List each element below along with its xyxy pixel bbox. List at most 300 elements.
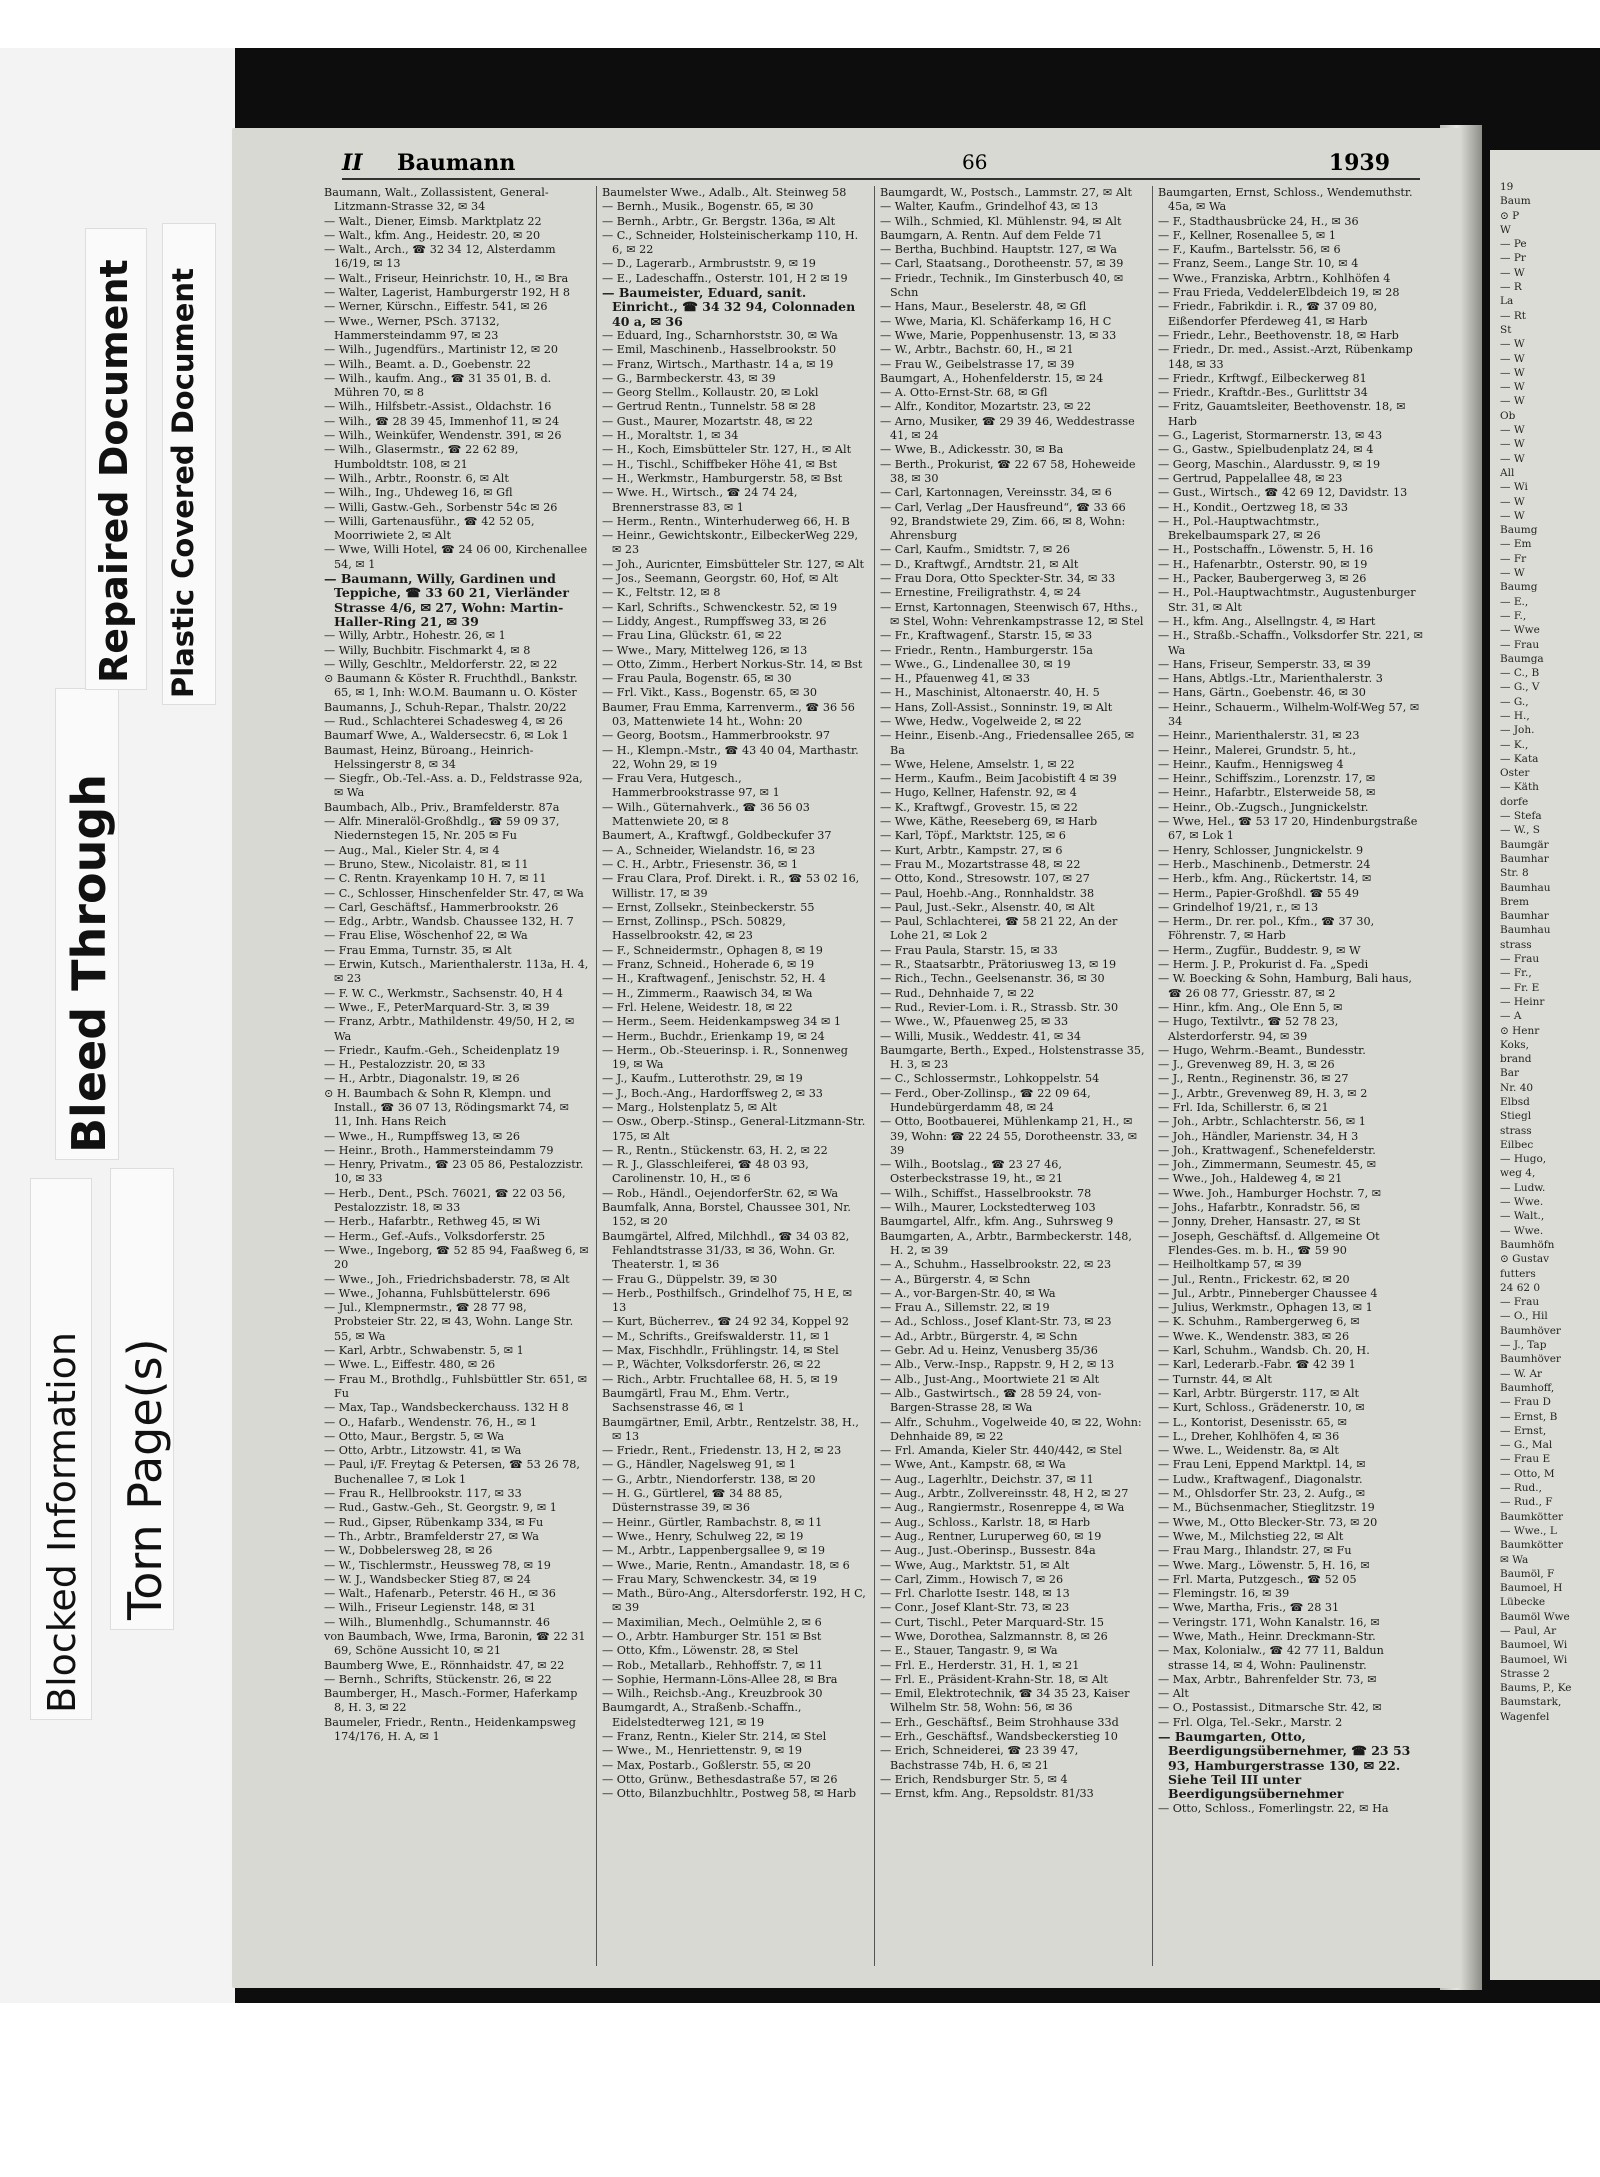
directory-entry: — Frau Leni, Eppend Marktpl. 14, ✉ — [1158, 1458, 1366, 1472]
directory-entry: — Willi, Gastw.-Geh., Sorbenstr 54c ✉ 26 — [324, 500, 558, 514]
directory-entry: — Wilh., Friseur Legienstr. 148, ✉ 31 — [324, 1601, 536, 1615]
directory-entry: — Rob., Metallarb., Rehhoffstr. 7, ✉ 11 — [602, 1658, 823, 1672]
directory-entry: — Herm., Ob.-Steuerinsp. i. R., Sonnenweg 19, ✉ Wa — [602, 1043, 848, 1072]
next-page-line: Stiegl — [1500, 1110, 1532, 1123]
directory-entry: — Karl, Arbtr., Schwabenstr. 5, ✉ 1 — [324, 1344, 524, 1358]
directory-entry: — Willy, Arbtr., Hohestr. 26, ✉ 1 — [324, 629, 506, 643]
next-page-line: — J., Tap — [1500, 1339, 1547, 1352]
next-page-line: — Rud., F — [1500, 1496, 1553, 1509]
directory-entry: — Otto, Arbtr., Litzowstr. 41, ✉ Wa — [324, 1444, 522, 1458]
next-page-line: Koks, — [1500, 1038, 1529, 1051]
next-page-line: — Pe — [1500, 238, 1527, 251]
directory-entry: — Herm., Dr. rer. pol., Kfm., ☎ 37 30, Föhrenstr. 7, ✉ Harb — [1158, 915, 1375, 943]
directory-entry: Baumgärtner, Emil, Arbtr., Rentzelstr. 38, H., ✉ 13 — [602, 1415, 859, 1443]
directory-entry: — Wwe., Franziska, Arbtrn., Kohlhöfen 4 — [1158, 271, 1391, 285]
directory-entry: — J., Boch.-Ang., Hardorffsweg 2, ✉ 33 — [602, 1086, 823, 1100]
next-page-line: — Wwe., L — [1500, 1524, 1557, 1537]
directory-entry: — Fr., Kraftwagenf., Starstr. 15, ✉ 33 — [880, 629, 1093, 643]
directory-entry: — Wwe., Marie, Rentn., Amandastr. 18, ✉ 6 — [602, 1558, 850, 1572]
directory-entry: — Bertha, Buchbind. Hauptstr. 127, ✉ Wa — [880, 243, 1117, 257]
next-page-line: Eilbec — [1500, 1138, 1534, 1151]
label-plastic-covered-document: Plastic Covered Document — [166, 268, 200, 698]
next-page-line: dorfe — [1500, 795, 1529, 808]
directory-entry: — Friedr., Fabrikdir. i. R., ☎ 37 09 80, Eißendorfer Pferdeweg 41, ✉ Harb — [1158, 300, 1378, 328]
directory-entry: — Heinr., Gewichtskontr., EilbeckerWeg 229, ✉ 23 — [602, 529, 859, 557]
directory-entry: — Ernestine, Freiligrathstr. 4, ✉ 24 — [880, 586, 1082, 600]
directory-entry: — Jonny, Dreher, Hansastr. 27, ✉ St — [1158, 1215, 1361, 1229]
directory-entry: — H., Tischl., Schiffbeker Höhe 41, ✉ Bst — [602, 457, 838, 471]
directory-entry: Baumgart, A., Hohenfelderstr. 15, ✉ 24 — [880, 371, 1104, 385]
directory-entry: — Herm., Buchdr., Erienkamp 19, ✉ 24 — [602, 1029, 825, 1043]
directory-entry: — Baumeister, Eduard, sanit. Einricht., ☎ 34 32 94, Colonnaden 40 a, ✉ 36 — [602, 285, 856, 329]
directory-entry: — Otto, Kfm., Löwenstr. 28, ✉ Stel — [602, 1644, 799, 1658]
next-page-line: Nr. 40 — [1500, 1081, 1534, 1094]
directory-entry: — Alb., Verw.-Insp., Rappstr. 9, H 2, ✉ 13 — [880, 1358, 1115, 1372]
directory-entry: — C., Schlosser, Hinschenfelder Str. 47, ✉ Wa — [324, 886, 584, 900]
next-page-line: brand — [1500, 1053, 1532, 1066]
next-page-line: — Walt., — [1500, 1210, 1545, 1223]
directory-entry: — F., Kellner, Rosenallee 5, ✉ 1 — [1158, 228, 1336, 242]
directory-entry: — R., Rentn., Stückenstr. 63, H. 2, ✉ 22 — [602, 1143, 828, 1157]
directory-entry: — Alfr., Schuhm., Vogelweide 40, ✉ 22, Wohn: Dehnhaide 89, ✉ 22 — [880, 1415, 1142, 1443]
directory-entry: — Wwe, Hel., ☎ 53 17 20, Hindenburgstraße 67, ✉ Lok 1 — [1158, 815, 1418, 843]
directory-entry: — Walt., Arch., ☎ 32 34 12, Alsterdamm 16/19, ✉ 13 — [324, 243, 556, 271]
directory-entry: — Heilholtkamp 57, ✉ 39 — [1158, 1258, 1302, 1272]
directory-entry: Baumgarte, Berth., Exped., Holstenstrasse 35, H. 3, ✉ 23 — [880, 1043, 1145, 1072]
directory-entry: — Frau Clara, Prof. Direkt. i. R., ☎ 53 02 16, Willistr. 17, ✉ 39 — [602, 872, 860, 900]
directory-entry: — D., Lagerarb., Armbruststr. 9, ✉ 19 — [602, 257, 816, 271]
directory-entry: — C. H., Arbtr., Friesenstr. 36, ✉ 1 — [602, 857, 799, 871]
directory-entry: — Herm., Papier-Großhdl. ☎ 55 49 — [1158, 886, 1359, 900]
next-page-line: — A — [1500, 1010, 1522, 1023]
directory-entry: — Joh., Krattwagenf., Schenefelderstr. — [1158, 1143, 1376, 1157]
next-page-line: ✉ Wa — [1500, 1553, 1529, 1566]
directory-entry: — Wilh., Reichsb.-Ang., Kreuzbrook 30 — [602, 1687, 823, 1701]
next-page-line: Elbsd — [1500, 1096, 1530, 1108]
directory-entry: — Jos., Seemann, Georgstr. 60, Hof, ✉ Alt — [602, 572, 839, 586]
directory-entry: — Carl, Kartonnagen, Vereinsstr. 34, ✉ 6 — [880, 486, 1112, 500]
directory-entry: — Frau Paula, Bogenstr. 65, ✉ 30 — [602, 672, 792, 686]
directory-entry: — Wwe, Maria, Kl. Schäferkamp 16, H C — [880, 314, 1112, 328]
directory-entry: — Grindelhof 19/21, r., ✉ 13 — [1158, 900, 1319, 914]
directory-entry: — Joh., Auricnter, Eimsbütteler Str. 127, ✉ Alt — [602, 557, 864, 571]
directory-entry: — Joh., Händler, Marienstr. 34, H 3 — [1158, 1129, 1359, 1143]
directory-entry: — Wilh., Glasermstr., ☎ 22 62 89, Humboldtstr. 108, ✉ 21 — [324, 443, 519, 471]
directory-entry: — Johs., Hafarbtr., Konradstr. 56, ✉ — [1158, 1201, 1360, 1215]
page-number: 66 — [962, 150, 988, 174]
directory-entry: — Paul, Just.-Sekr., Alsenstr. 40, ✉ Alt — [880, 900, 1095, 914]
directory-entry: — Hans, Gärtn., Goebenstr. 46, ✉ 30 — [1158, 686, 1366, 700]
directory-entry: — Ernst, Kartonnagen, Steenwisch 67, Hths., ✉ Stel, Wohn: Vehrenkampstrasse 12, ✉ Stel — [880, 600, 1144, 628]
header-rule — [342, 178, 1420, 180]
next-page-line: — Fr — [1500, 552, 1527, 565]
directory-entry: — Ernst, Zollsekr., Steinbeckerstr. 55 — [602, 900, 815, 914]
directory-entry: — Jul., Arbtr., Pinneberger Chaussee 4 — [1158, 1286, 1378, 1300]
next-page-line: Baumoel, Wi — [1500, 1639, 1568, 1652]
directory-entry: — Wilh., Beamt. a. D., Goebenstr. 22 — [324, 357, 531, 371]
directory-entry: — W. Boecking & Sohn, Hamburg, Bali haus, ☎ 26 08 77, Griesstr. 87, ✉ 2 — [1158, 972, 1412, 1000]
directory-entry: — Math., Büro-Ang., Altersdorferstr. 192, H C, ✉ 39 — [602, 1587, 866, 1615]
next-page-line: — Hugo, — [1500, 1153, 1547, 1166]
directory-entry: ⊙ Baumann & Köster R. Fruchthdl., Bankstr. 65, ✉ 1, Inh: W.O.M. Baumann u. O. Köster — [324, 672, 578, 700]
directory-entry: — Bernh., Musik., Bogenstr. 65, ✉ 30 — [602, 200, 814, 214]
directory-entry: Baumgarn, A. Rentn. Auf dem Felde 71 — [880, 228, 1103, 242]
directory-entry: — H., Koch, Eimsbütteler Str. 127, H., ✉ Alt — [602, 443, 852, 457]
next-page-line: — Wwe. — [1500, 1224, 1544, 1237]
next-page-line: — Fr. E — [1500, 981, 1540, 994]
directory-entry: — Franz, Schneid., Hoherade 6, ✉ 19 — [602, 958, 815, 972]
directory-entry: Baumbach, Alb., Priv., Bramfelderstr. 87a — [324, 800, 560, 814]
directory-entry: — Wwe., Joh., Haldeweg 4, ✉ 21 — [1158, 1172, 1343, 1186]
directory-entry: — Ernst, kfm. Ang., Repsoldstr. 81/33 — [880, 1787, 1094, 1801]
directory-entry: — Wwe, Ant., Kampstr. 68, ✉ Wa — [880, 1458, 1066, 1472]
directory-entry: — Friedr., Rentn., Hamburgerstr. 15a — [880, 643, 1093, 657]
next-page-line: — Wwe — [1500, 624, 1540, 637]
directory-entry: — Wwe., H., Rumpffsweg 13, ✉ 26 — [324, 1129, 521, 1143]
directory-entry: — Wilh., Hilfsbetr.-Assist., Oldachstr. 16 — [324, 400, 552, 414]
next-page-line: 24 62 0 — [1500, 1281, 1541, 1294]
directory-entry: — W., Arbtr., Bachstr. 60, H., ✉ 21 — [880, 343, 1074, 357]
directory-entry: — Frau R., Hellbrookstr. 117, ✉ 33 — [324, 1487, 522, 1501]
next-page-line: — W., S — [1500, 824, 1541, 837]
directory-columns — [324, 186, 1423, 1966]
directory-entry: Baumer, Frau Emma, Karrenverm., ☎ 36 56 03, Mattenwiete 14 ht., Wohn: 20 — [602, 700, 855, 728]
directory-entry: — Friedr., Krftwgf., Eilbeckerweg 81 — [1158, 371, 1367, 385]
next-page-line: Bar — [1500, 1067, 1519, 1080]
directory-entry: — Herb., Posthilfsch., Grindelhof 75, H E, ✉ 13 — [602, 1286, 853, 1315]
next-page-line: — Wwe. — [1500, 1196, 1544, 1209]
directory-entry: — Frau Paula, Starstr. 15, ✉ 33 — [880, 943, 1058, 957]
directory-entry: — Curt, Tischl., Peter Marquard-Str. 15 — [880, 1615, 1105, 1629]
volume-number: II — [342, 150, 363, 176]
directory-entry: — Alb., Just-Ang., Moortwiete 21 ✉ Alt — [880, 1372, 1100, 1386]
directory-entry: — Jul., Rentn., Frickestr. 62, ✉ 20 — [1158, 1272, 1350, 1286]
directory-entry: — Aug., Schloss., Karlstr. 18, ✉ Harb — [880, 1515, 1091, 1529]
directory-entry: — Frl. Amanda, Kieler Str. 440/442, ✉ Stel — [880, 1444, 1122, 1458]
directory-entry: — Th., Arbtr., Bramfelderstr 27, ✉ Wa — [324, 1529, 539, 1543]
directory-entry: — Heinr., Marienthalerstr. 31, ✉ 23 — [1158, 729, 1360, 743]
next-page-line: — Rud., — [1500, 1482, 1542, 1495]
directory-entry: — Herb., Dent., PSch. 76021, ☎ 22 03 56, Pestalozzistr. 18, ✉ 33 — [324, 1186, 566, 1215]
directory-entry: — A., Schneider, Wielandstr. 16, ✉ 23 — [602, 843, 816, 857]
directory-entry: — Arno, Musiker, ☎ 29 39 46, Weddestrasse 41, ✉ 24 — [880, 414, 1135, 443]
directory-entry: — H., Werkmstr., Hamburgerstr. 58, ✉ Bst — [602, 471, 843, 485]
directory-entry: — Karl, Töpf., Marktstr. 125, ✉ 6 — [880, 829, 1066, 843]
next-page-line: Baumkötter — [1500, 1539, 1564, 1552]
directory-entry: — Wilh., Güternahverk., ☎ 36 56 03 Mattenwiete 20, ✉ 8 — [602, 800, 810, 829]
next-page-line: — W. Ar — [1500, 1367, 1543, 1380]
directory-entry: — Fritz, Gauamtsleiter, Beethovenstr. 18, ✉ Harb — [1158, 400, 1406, 428]
directory-entry: — H., Klempn.-Mstr., ☎ 43 40 04, Marthastr. 22, Wohn 29, ✉ 19 — [602, 743, 859, 771]
directory-entry: — Frau Emma, Turnstr. 35, ✉ Alt — [324, 943, 512, 957]
directory-entry: Baumgarten, A., Arbtr., Barmbeckerstr. 148, H. 2, ✉ 39 — [880, 1229, 1132, 1257]
directory-entry: — Frl. Olga, Tel.-Sekr., Marstr. 2 — [1158, 1715, 1343, 1729]
column-divider — [874, 186, 875, 1966]
directory-entry: — Ludw., Kraftwagenf., Diagonalstr. — [1158, 1472, 1363, 1486]
next-page-line: — Fr., — [1500, 967, 1532, 980]
directory-entry: — Max, Arbtr., Bahrenfelder Str. 73, ✉ — [1158, 1672, 1377, 1686]
next-page-line: — Kata — [1500, 752, 1539, 765]
directory-entry: — Wwe, Käthe, Reeseberg 69, ✉ Harb — [880, 815, 1098, 829]
directory-entry: — Rud., Gastw.-Geh., St. Georgstr. 9, ✉ 1 — [324, 1501, 557, 1515]
directory-entry: — Frl. Charlotte Isestr. 148, ✉ 13 — [880, 1587, 1070, 1601]
label-blocked-information: Blocked Information — [40, 1332, 84, 1713]
directory-entry: — Wwe, Marie, Poppenhusenstr. 13, ✉ 33 — [880, 328, 1117, 342]
next-page-line: — Frau D — [1500, 1396, 1551, 1409]
directory-entry: — H., Packer, Baubergerweg 3, ✉ 26 — [1158, 572, 1367, 586]
directory-entry: — Wwe. Joh., Hamburger Hochstr. 7, ✉ — [1158, 1186, 1382, 1200]
directory-entry: — Frau Vera, Hutgesch., Hammerbrookstrasse 97, ✉ 1 — [602, 772, 780, 800]
directory-entry: — Wwe. L., Eiffestr. 480, ✉ 26 — [324, 1358, 496, 1372]
directory-entry: — Alfr. Mineralöl-Großhdlg., ☎ 59 09 37, Niedernstegen 15, Nr. 205 ✉ Fu — [324, 815, 560, 843]
directory-entry: — Siegfr., Ob.-Tel.-Ass. a. D., Feldstrasse 92a, ✉ Wa — [324, 772, 583, 800]
next-page-line: — H., — [1500, 709, 1530, 722]
directory-entry: — Werner, Kürschn., Eiffestr. 541, ✉ 26 — [324, 300, 548, 314]
directory-entry: — Frau Elise, Wöschenhof 22, ✉ Wa — [324, 929, 528, 943]
directory-entry: — C. Rentn. Krayenkamp 10 H. 7, ✉ 11 — [324, 872, 547, 886]
column-divider — [596, 186, 597, 1966]
directory-entry: Baumelster Wwe., Adalb., Alt. Steinweg 58 — [602, 186, 847, 199]
directory-entry: — Wilh., Bootslag., ☎ 23 27 46, Osterbeckstrasse 19, ht., ✉ 21 — [880, 1158, 1064, 1186]
next-page-line: — O., Hil — [1500, 1310, 1548, 1323]
directory-entry: — L., Kontorist, Desenisstr. 65, ✉ — [1158, 1415, 1348, 1429]
directory-entry: — Hans, Abtlgs.-Ltr., Marienthalerstr. 3 — [1158, 672, 1383, 686]
directory-entry: — Gust., Wirtsch., ☎ 42 69 12, Davidstr. 13 — [1158, 486, 1408, 500]
next-page-line: — Frau — [1500, 1296, 1540, 1309]
directory-entry: — Franz, Rentn., Kieler Str. 214, ✉ Stel — [602, 1730, 827, 1744]
directory-entry: — Wilh., Blumenhdlg., Schumannstr. 46 — [324, 1615, 551, 1629]
next-page-line: — Joh. — [1500, 724, 1535, 737]
directory-entry: — Wwe, Math., Heinr. Dreckmann-Str. — [1158, 1629, 1376, 1643]
directory-entry: — Erh., Geschäftsf., Wandsbeckerstieg 10 — [880, 1730, 1118, 1744]
directory-entry: — H., Zimmerm., Raawisch 34, ✉ Wa — [602, 986, 813, 1000]
next-page-line: 19 — [1500, 181, 1514, 193]
directory-entry: — Georg Stellm., Kollaustr. 20, ✉ Lokl — [602, 386, 819, 400]
next-page-line: — Käth — [1500, 781, 1539, 794]
directory-entry: — Rud., Schlachterei Schadesweg 4, ✉ 26 — [324, 714, 563, 728]
directory-entry: — Aug., Rentner, Luruperweg 60, ✉ 19 — [880, 1529, 1102, 1543]
directory-entry: — Wwe., Werner, PSch. 37132, Hammersteindamm 97, ✉ 23 — [324, 314, 500, 342]
directory-entry: — Eduard, Ing., Scharnhorststr. 30, ✉ Wa — [602, 328, 838, 342]
directory-entry: — Wwe, Willi Hotel, ☎ 24 06 00, Kirchenallee 54, ✉ 1 — [324, 543, 588, 571]
next-page-line: Baumhöver — [1500, 1324, 1561, 1337]
directory-entry: — Wwe., Mary, Mittelweg 126, ✉ 13 — [602, 643, 808, 657]
directory-entry: — Karl, Lederarb.-Fabr. ☎ 42 39 1 — [1158, 1358, 1356, 1372]
next-page-line: — E., — [1500, 595, 1529, 608]
directory-entry: Baumgärtl, Frau M., Ehm. Vertr., Sachsenstrasse 46, ✉ 1 — [602, 1386, 790, 1415]
directory-entry: — Wwe., M., Henriettenstr. 9, ✉ 19 — [602, 1744, 803, 1758]
directory-entry: Baumann, Walt., Zollassistent, General-Litzmann-Strasse 32, ✉ 34 — [324, 186, 549, 214]
next-page-line: Baumhöver — [1500, 1353, 1561, 1366]
directory-entry: — C., Schneider, Holsteinischerkamp 110, H. 6, ✉ 22 — [602, 228, 859, 257]
directory-entry: — A., vor-Bargen-Str. 40, ✉ Wa — [880, 1286, 1056, 1300]
directory-entry: — Walt., Hafenarb., Peterstr. 46 H., ✉ 36 — [324, 1587, 556, 1601]
directory-entry: — Gust., Maurer, Mozartstr. 48, ✉ 22 — [602, 414, 813, 428]
directory-entry: — Frau G., Düppelstr. 39, ✉ 30 — [602, 1272, 778, 1286]
directory-entry: — Heinr., Eisenb.-Ang., Friedensallee 265, ✉ Ba — [880, 729, 1135, 757]
next-page-line: — Frau — [1500, 953, 1540, 966]
directory-entry: — Georg, Maschin., Alardusstr. 9, ✉ 19 — [1158, 457, 1381, 471]
next-page-line: — Ernst, B — [1500, 1410, 1558, 1423]
directory-entry: — Otto, Grünw., Bethesdastraße 57, ✉ 26 — [602, 1772, 838, 1786]
next-page-line: — Wi — [1500, 481, 1528, 494]
directory-entry: — Bernh., Schrifts, Stückenstr. 26, ✉ 22 — [324, 1672, 552, 1686]
directory-entry: ⊙ H. Baumbach & Sohn R, Klempn. und Install., ☎ 36 07 13, Rödingsmarkt 74, ✉ 11, Inh. Hans Reich — [324, 1086, 569, 1129]
next-page-line: — W — [1500, 452, 1525, 465]
directory-entry: — Frl. E., Präsident-Krahn-Str. 18, ✉ Alt — [880, 1672, 1108, 1686]
directory-entry: — Henry, Privatm., ☎ 23 05 86, Pestalozzistr. 10, ✉ 33 — [324, 1158, 584, 1186]
directory-entry: — Alt — [1158, 1687, 1189, 1701]
next-page-line: ⊙ Henr — [1500, 1024, 1540, 1037]
directory-entry: — Bernh., Arbtr., Gr. Bergstr. 136a, ✉ Alt — [602, 214, 836, 228]
directory-entry: — Rich., Techn., Geelsenanstr. 36, ✉ 30 — [880, 972, 1105, 986]
next-page-line: Baumstark, — [1500, 1696, 1562, 1709]
next-page-line: — W — [1500, 338, 1525, 351]
directory-entry: — Erwin, Kutsch., Marienthalerstr. 113a, H. 4, ✉ 23 — [324, 958, 589, 986]
directory-entry: — P., Wächter, Volksdorferstr. 26, ✉ 22 — [602, 1358, 821, 1372]
next-page-line: — W — [1500, 381, 1525, 394]
directory-entry: Baumberg Wwe, E., Rönnhaidstr. 47, ✉ 22 — [324, 1658, 565, 1672]
directory-entry: — Friedr., Technik., Im Ginsterbusch 40, ✉ Schn — [880, 271, 1124, 300]
directory-entry: — Herm., Rentn., Winterhuderweg 66, H. B — [602, 514, 850, 528]
next-page-line: Baum — [1500, 195, 1531, 208]
directory-entry: — Erich, Schneiderei, ☎ 23 39 47, Bachstrasse 74b, H. 6, ✉ 21 — [880, 1744, 1079, 1772]
directory-entry: — Wwe, Dorothea, Salzmannstr. 8, ✉ 26 — [880, 1629, 1108, 1643]
directory-entry: — Wwe, B., Adickesstr. 30, ✉ Ba — [880, 443, 1064, 457]
directory-entry: — Friedr., Kaufm.-Geh., Scheidenplatz 19 — [324, 1043, 560, 1057]
directory-entry: — Frl. Marta, Putzgesch., ☎ 52 05 — [1158, 1572, 1357, 1586]
directory-entry: — Hugo, Wehrm.-Beamt., Bundesstr. — [1158, 1043, 1366, 1057]
next-page-line: — Pr — [1500, 252, 1526, 265]
directory-entry: — D., Kraftwgf., Arndtstr. 21, ✉ Alt — [880, 557, 1079, 571]
directory-entry: — Carl, Verlag „Der Hausfreund“, ☎ 33 66 92, Brandstwiete 29, Zim. 66, ✉ 8, Wohn: Ahrensburg — [880, 500, 1126, 543]
next-page-line: Baumg — [1500, 524, 1538, 537]
next-page-line: strass — [1500, 1124, 1532, 1137]
directory-entry: — Hugo, Textilvtr., ☎ 52 78 23, Alsterdorferstr. 94, ✉ 39 — [1158, 1015, 1339, 1043]
directory-entry: — F., Schneidermstr., Ophagen 8, ✉ 19 — [602, 943, 823, 957]
directory-entry: — J., Grevenweg 89, H. 3, ✉ 26 — [1158, 1058, 1335, 1072]
next-page-line: Baumgär — [1500, 838, 1549, 851]
directory-entry: — Herm., Kaufm., Beim Jacobistift 4 ✉ 39 — [880, 772, 1117, 786]
directory-entry: — Baumgarten, Otto, Beerdigungsübernehmer, ☎ 23 53 93, Hamburgerstrasse 130, ✉ 22. Siehe Teil III unter Beerdigungsübernehmer — [1158, 1729, 1411, 1802]
directory-entry: — H., Kondit., Oertzweg 18, ✉ 33 — [1158, 500, 1349, 514]
directory-entry: — Paul, Hoehb.-Ang., Ronnhaldstr. 38 — [880, 886, 1095, 900]
directory-entry: — Wwe., F., PeterMarquard-Str. 3, ✉ 39 — [324, 1000, 550, 1014]
next-page-line: W — [1500, 223, 1511, 236]
directory-entry: — Wwe, Aug., Marktstr. 51, ✉ Alt — [880, 1558, 1070, 1572]
directory-entry: — Franz, Seem., Lange Str. 10, ✉ 4 — [1158, 257, 1359, 271]
directory-entry: — H., Postschaffn., Löwenstr. 5, H. 16 — [1158, 543, 1374, 557]
directory-entry: — Alb., Gastwirtsch., ☎ 28 59 24, von-Bargen-Strasse 28, ✉ Wa — [880, 1386, 1102, 1415]
directory-entry: — Wilh., Maurer, Lockstedterweg 103 — [880, 1201, 1096, 1215]
directory-entry: — M., Arbtr., Lappenbergsallee 9, ✉ 19 — [602, 1544, 826, 1558]
next-page-line: — F., — [1500, 609, 1527, 622]
directory-entry: — Wwe., W., Pfauenweg 25, ✉ 33 — [880, 1015, 1069, 1029]
next-page-text — [1500, 180, 1572, 1724]
directory-entry: Baumanns, J., Schuh-Repar., Thalstr. 20/22 — [324, 700, 567, 714]
directory-entry: — Wilh., Jugendfürs., Martinistr 12, ✉ 20 — [324, 343, 559, 357]
directory-entry: — Rud., Revier-Lom. i. R., Strassb. Str. 30 — [880, 1000, 1119, 1014]
directory-entry: — Hans, Maur., Beselerstr. 48, ✉ Gfl — [880, 300, 1087, 314]
directory-entry: — Edg., Arbtr., Wandsb. Chaussee 132, H. 7 — [324, 915, 574, 929]
directory-entry: — Wwe. Marg., Löwenstr. 5, H. 16, ✉ — [1158, 1558, 1370, 1572]
directory-entry: — Joh., Arbtr., Schlachterstr. 56, ✉ 1 — [1158, 1115, 1366, 1129]
directory-entry: — Wilh., Schmied, Kl. Mühlenstr. 94, ✉ Alt — [880, 214, 1122, 228]
directory-entry: Baumert, A., Kraftwgf., Goldbeckufer 37 — [602, 829, 832, 843]
directory-entry: — Frau Marg., Ihlandstr. 27, ✉ Fu — [1158, 1544, 1352, 1558]
directory-entry: — H., Pol.-Hauptwachtmstr., Augustenburger Str. 31, ✉ Alt — [1158, 586, 1416, 614]
next-page-line: — Otto, M — [1500, 1467, 1555, 1480]
directory-entry: — Aug., Arbtr., Zollvereinsstr. 48, H 2, ✉ 27 — [880, 1487, 1129, 1501]
directory-entry: — Wwe., Joh., Friedrichsbaderstr. 78, ✉ Alt — [324, 1272, 570, 1286]
directory-entry: — Ad., Schloss., Josef Klant-Str. 73, ✉ 23 — [880, 1315, 1112, 1329]
next-page-line: — Heinr — [1500, 995, 1545, 1008]
directory-entry: — Herm., Seem. Heidenkampsweg 34 ✉ 1 — [602, 1015, 842, 1029]
next-page-line: — W — [1500, 395, 1525, 408]
next-page-line: Baumga — [1500, 652, 1544, 665]
directory-entry: Baumast, Heinz, Büroang., Heinrich-Helssingerstr 8, ✉ 34 — [324, 743, 534, 771]
directory-entry: — Frl. Helene, Weidestr. 18, ✉ 22 — [602, 1000, 793, 1014]
directory-entry: Baumgardt, A., Straßenb.-Schaffn., Eidelstedterweg 121, ✉ 19 — [602, 1701, 802, 1729]
next-page-line: Brem — [1500, 895, 1529, 908]
directory-entry: Baumeler, Friedr., Rentn., Heidenkampsweg 174/176, H. A, ✉ 1 — [324, 1715, 576, 1744]
directory-entry: — Heinr., Hafarbtr., Elsterweide 58, ✉ — [1158, 786, 1376, 800]
directory-entry: — Franz, Wirtsch., Marthastr. 14 a, ✉ 19 — [602, 357, 834, 371]
next-page-line: — G., V — [1500, 681, 1540, 694]
directory-entry: — H., Hafenarbtr., Osterstr. 90, ✉ 19 — [1158, 557, 1368, 571]
directory-entry: — Hugo, Kellner, Hafenstr. 92, ✉ 4 — [880, 786, 1077, 800]
next-page-line: weg 4, — [1500, 1167, 1536, 1180]
next-page-line: futters — [1500, 1267, 1536, 1280]
next-page-line: — Rt — [1500, 309, 1526, 322]
directory-entry: — H., Maschinist, Altonaerstr. 40, H. 5 — [880, 686, 1100, 700]
directory-entry: — Heinr., Schauerm., Wilhelm-Wolf-Weg 57, ✉ 34 — [1158, 700, 1420, 728]
next-page-line: — W — [1500, 495, 1525, 508]
directory-entry: — Willi, Musik., Weddestr. 41, ✉ 34 — [880, 1029, 1082, 1043]
next-page-line: Baumoel, H — [1500, 1582, 1563, 1595]
directory-entry: — M., Schrifts., Greifswalderstr. 11, ✉ 1 — [602, 1329, 831, 1343]
directory-entry: — Willy, Geschltr., Meldorferstr. 22, ✉ 22 — [324, 657, 558, 671]
directory-entry: — Walter, Lagerist, Hamburgerstr 192, H 8 — [324, 286, 570, 300]
label-repaired-document: Repaired Document — [92, 259, 136, 683]
header-name: Baumann — [397, 150, 516, 176]
directory-entry: — Joseph, Geschäftsf. d. Allgemeine Ot Flendes-Ges. m. b. H., ☎ 59 90 — [1158, 1229, 1380, 1257]
directory-entry: — Wwe. L., Weidenstr. 8a, ✉ Alt — [1158, 1444, 1339, 1458]
directory-entry: — Liddy, Angest., Rumpffsweg 33, ✉ 26 — [602, 614, 827, 628]
next-page-line: Lübecke — [1500, 1596, 1546, 1609]
directory-entry: — Erich, Rendsburger Str. 5, ✉ 4 — [880, 1772, 1068, 1786]
directory-entry: — Henry, Schlosser, Jungnickelstr. 9 — [1158, 843, 1364, 857]
next-page-line: — W — [1500, 438, 1525, 451]
directory-entry: — Kurt, Bücherrev., ☎ 24 92 34, Koppel 92 — [602, 1315, 850, 1329]
directory-entry: — Wilh., Schiffst., Hasselbrookstr. 78 — [880, 1186, 1092, 1200]
directory-entry: — Otto, Maur., Bergstr. 5, ✉ Wa — [324, 1429, 505, 1443]
next-page-line: Baumhar — [1500, 910, 1549, 923]
directory-entry: — Wilh., Weinküfer, Wendenstr. 391, ✉ 26 — [324, 429, 562, 443]
directory-entry: — O., Postassist., Ditmarsche Str. 42, ✉ — [1158, 1701, 1382, 1715]
directory-entry: von Baumbach, Wwe, Irma, Baronin, ☎ 22 31 69, Schöne Aussicht 10, ✉ 21 — [324, 1629, 586, 1658]
directory-entry: — Herm., Gef.-Aufs., Volksdorferstr. 25 — [324, 1229, 546, 1243]
directory-entry: — J., Rentn., Reginenstr. 36, ✉ 27 — [1158, 1072, 1349, 1086]
next-page-line: St — [1500, 323, 1512, 336]
next-page-line: Baumg — [1500, 581, 1538, 594]
directory-entry: — Emil, Maschinenb., Hasselbrookstr. 50 — [602, 343, 837, 357]
directory-entry: — Herb., Hafarbtr., Rethweg 45, ✉ Wi — [324, 1215, 541, 1229]
directory-entry: — Frl. Ida, Schillerstr. 6, ✉ 21 — [1158, 1101, 1329, 1114]
next-page-line: Wagenfel — [1500, 1710, 1550, 1723]
directory-entry: — Herm., Zugfür., Buddestr. 9, ✉ W — [1158, 943, 1361, 957]
next-page-line: Str. 8 — [1500, 867, 1529, 880]
